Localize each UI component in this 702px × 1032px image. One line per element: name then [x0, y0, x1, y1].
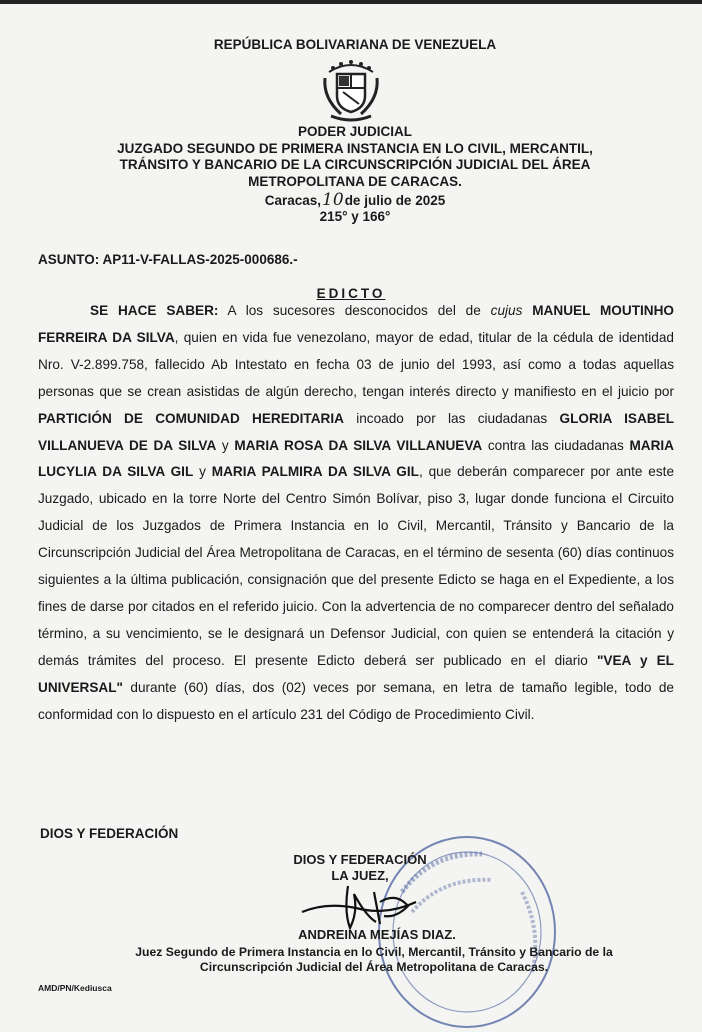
body-text: , quien en vida fue venezolano, mayor de edad, titular de la cédula de identidad Nro. V-2.899.758, fallecido Ab Intestato en fecha 03 de junio del 1993, así como a todas aquellas personas que se crean asistidas de algún derecho, tengan interés directo y manifiesto en el juicio por	[38, 329, 674, 399]
date-suffix: de julio de 2025	[344, 193, 446, 208]
document-title: EDICTO	[316, 286, 386, 301]
edict-body	[38, 298, 674, 729]
deceased-name: MANUEL MOUTINHO FERREIRA DA SILVA	[38, 303, 674, 345]
closing-formula: DIOS Y FEDERACIÓN	[40, 826, 179, 841]
judge-title	[84, 945, 664, 975]
body-text: A los sucesores desconocidos del de	[218, 303, 491, 318]
republic-heading: REPÚBLICA BOLIVARIANA DE VENEZUELA	[213, 37, 497, 52]
body-text: y	[193, 464, 212, 480]
years: 215° y 166°	[319, 209, 391, 224]
court-line: JUZGADO SEGUNDO DE PRIMERA INSTANCIA EN LO CIVIL, MERCANTIL,	[117, 140, 593, 156]
scan-edge	[0, 0, 702, 4]
body-text: , que deberán comparecer por ante este Juzgado, ubicado en la torre Norte del Centro Simón Bolívar, piso 3, lugar donde funciona el Circuito Judicial de los Juzgados de Primera Instancia en lo Civil, Mercantil, Tránsito y Bancario de la Circunscripción Judicial del Área Metropolitana de Caracas, en el término de sesenta (60) días continuos siguientes a la última publicación, consignación que del presente Edicto se haga en el Expediente, a los fines de darse por citados en el referido juicio. Con la advertencia de no comparecer dentro del señalado término, a su vencimiento, se le designará un Defensor Judicial, con quien se entenderá la citación y demás trámites del proceso. El presente Edicto deberá ser publicado en el diario	[38, 464, 674, 668]
body-text: y	[216, 437, 235, 453]
closing-formula: DIOS Y FEDERACIÓN	[293, 852, 427, 867]
date-prefix: Caracas,	[264, 193, 322, 208]
court-line: METROPOLITANA DE CARACAS.	[248, 173, 462, 189]
body-text	[522, 303, 532, 318]
case-type: PARTICIÓN DE COMUNIDAD HEREDITARIA	[38, 410, 344, 426]
body-italic: cujus	[490, 303, 523, 318]
defendant-name: MARIA LUCYLIA DA SILVA GIL	[38, 437, 674, 480]
judge-title-line: Juez Segundo de Primera Instancia en lo Civil, Mercantil, Tránsito y Bancario de la	[135, 945, 613, 959]
newspaper-name: "VEA y EL UNIVERSAL"	[38, 652, 674, 695]
judge-role: LA JUEZ,	[331, 868, 389, 883]
body-text: contra las ciudadanas	[482, 437, 630, 453]
handwritten-day: 10	[322, 190, 344, 210]
case-number: ASUNTO: AP11-V-FALLAS-2025-000686.-	[38, 252, 298, 267]
judge-title-line: Circunscripción Judicial del Área Metropolitana de Caracas.	[199, 960, 549, 974]
plaintiff-name: GLORIA ISABEL VILLANUEVA DE DA SILVA	[38, 410, 674, 453]
defendant-name: MARIA PALMIRA DA SILVA GIL	[211, 464, 419, 480]
date-block	[60, 192, 650, 225]
court-line: TRÁNSITO Y BANCARIO DE LA CIRCUNSCRIPCIÓN JUDICIAL DEL ÁREA	[119, 157, 591, 172]
plaintiff-name: MARIA ROSA DA SILVA VILLANUEVA	[234, 437, 483, 453]
court-heading	[60, 124, 650, 190]
typist-initials: AMD/PN/Kediusca	[38, 983, 112, 993]
body-text: durante (60) días, dos (02) veces por semana, en letra de tamaño legible, todo de conformidad con lo dispuesto en el artículo 231 del Código de Procedimiento Civil.	[38, 679, 674, 722]
body-bold: SE HACE SABER:	[90, 303, 219, 318]
coat-of-arms-icon	[319, 58, 383, 124]
handwritten-signature	[296, 872, 446, 932]
body-text: incoado por las ciudadanas	[343, 410, 560, 426]
court-line: PODER JUDICIAL	[297, 124, 412, 139]
judge-name: ANDREINA MEJÍAS DIAZ.	[298, 927, 456, 942]
